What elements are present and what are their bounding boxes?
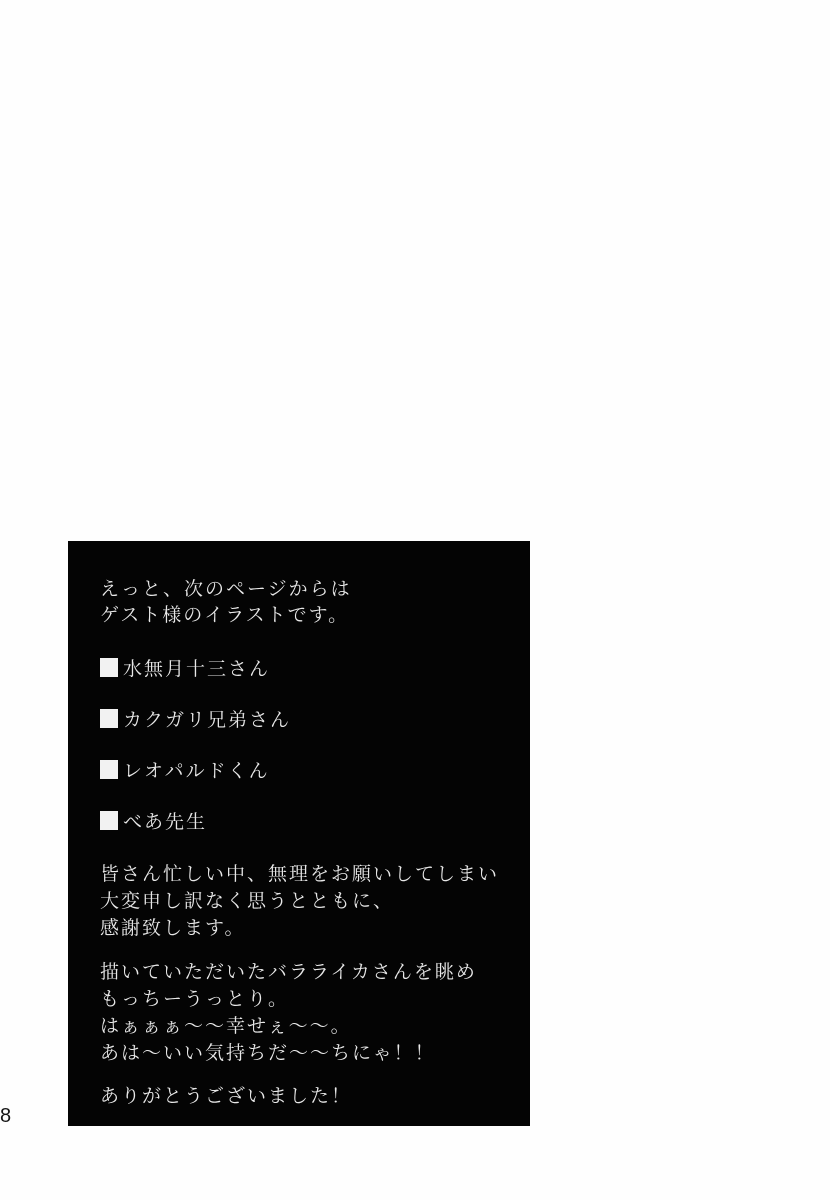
closing-line: ありがとうございました！ [100,1086,353,1107]
square-bullet-icon [100,760,118,779]
guest-name: 水無月十三さん [123,658,271,680]
square-bullet-icon [100,709,118,728]
guest-name: レオパルドくん [123,760,270,782]
guest-list-item [100,654,530,680]
afterword-panel [68,541,530,1126]
apology-line-3: 感謝致します。 [100,918,246,939]
guest-list [100,654,530,833]
delight-line-3: はぁぁぁ～～幸せぇ～～。 [100,1016,352,1037]
apology-paragraph [100,861,530,942]
guest-name: べあ先生 [123,811,208,833]
guest-list-item [100,705,530,731]
delight-paragraph [100,959,530,1067]
apology-line-1: 皆さん忙しい中、無理をお願いしてしまい [100,864,500,885]
guest-list-item [100,756,530,782]
delight-line-2: もっちーうっとり。 [100,989,290,1010]
square-bullet-icon [100,658,118,677]
guest-name: カクガリ兄弟さん [123,709,292,731]
intro-line-1: えっと、次のページからは [100,579,352,600]
page-number: 8 [0,1105,12,1127]
apology-line-2: 大変申し訳なく思うとともに、 [100,891,395,912]
delight-line-1: 描いていただいたバラライカさんを眺め [100,962,477,983]
square-bullet-icon [100,811,118,830]
intro-line-2: ゲスト様のイラストです。 [100,605,350,626]
guest-list-item [100,807,530,833]
delight-line-4: あは～いい気持ちだ～～ちにゃ！！ [100,1043,436,1064]
